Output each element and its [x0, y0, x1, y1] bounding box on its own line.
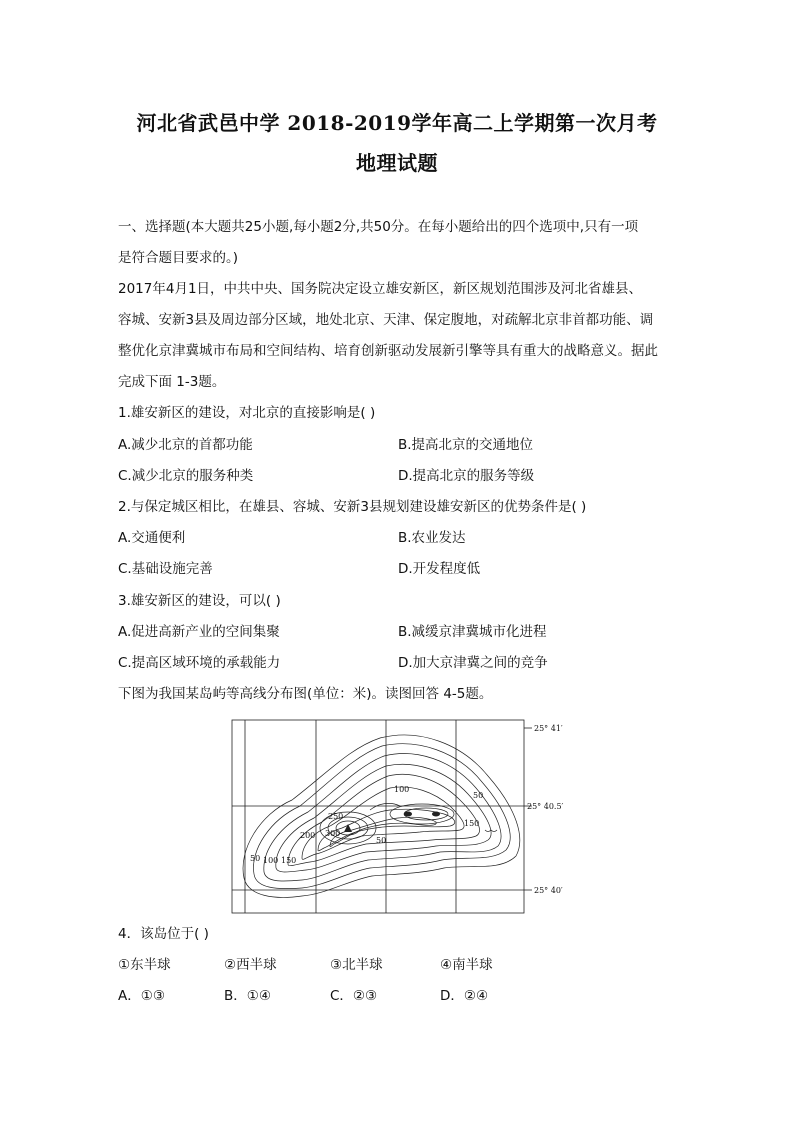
question-1-option-b: B.提高北京的交通地位 [398, 437, 534, 453]
question-1-option-d: D.提高北京的服务等级 [398, 468, 535, 484]
latitude-label-mid: 25° 40.5′ [527, 802, 564, 811]
contour-label-50-mid: 50 [376, 836, 387, 845]
exam-subtitle: 地理试题 [356, 151, 438, 175]
passage1-line1: 2017年4月1日，中共中央、国务院决定设立雄安新区，新区规划范围涉及河北省雄县、 [118, 281, 643, 297]
passage1-line3: 整优化京津冀城市布局和空间结构、培育创新驱动发展新引擎等具有重大的战略意义。据此 [118, 343, 658, 359]
exam-title: 河北省武邑中学 2018-2019学年高二上学期第一次月考 [136, 111, 658, 135]
question-4-choice-2: ②西半球 [224, 957, 277, 973]
contour-label-300: 300 [325, 829, 341, 838]
passage1-line2: 容城、安新3县及周边部分区域，地处北京、天津、保定腹地，对疏解北京非首都功能、调 [118, 312, 654, 328]
question-4-option-a: A．①③ [118, 988, 165, 1004]
question-3-option-c: C.提高区域环境的承载能力 [118, 655, 281, 671]
question-2-option-a: A.交通便利 [118, 530, 186, 546]
contour-label-50-left: 50 [250, 854, 261, 863]
contour-label-150-left: 150 [281, 856, 297, 865]
question-3-option-a: A.促进高新产业的空间集聚 [118, 624, 280, 640]
question-4-choice-3: ③北半球 [330, 957, 383, 973]
section-instructions-line2: 是符合题目要求的。) [118, 250, 239, 266]
contour-label-50-right: 50 [473, 791, 484, 800]
question-4-option-b: B．①④ [224, 988, 271, 1004]
question-4-stem: 4．该岛位于( ) [118, 926, 209, 942]
question-4-option-d: D．②④ [440, 988, 489, 1004]
question-1-option-c: C.减少北京的服务种类 [118, 468, 254, 484]
question-3-option-b: B.减缓京津冀城市化进程 [398, 624, 547, 640]
question-3-option-d: D.加大京津冀之间的竞争 [398, 655, 548, 671]
contour-lines [243, 735, 520, 897]
question-1-stem: 1.雄安新区的建设，对北京的直接影响是( ) [118, 405, 376, 421]
contour-label-150-right: 150 [464, 819, 480, 828]
peak-markers [344, 812, 440, 833]
question-2-option-c: C.基础设施完善 [118, 561, 213, 577]
peak-triangle [344, 824, 352, 832]
question-3-stem: 3.雄安新区的建设，可以( ) [118, 593, 281, 609]
question-4-option-c: C．②③ [330, 988, 378, 1004]
contour-label-100-top: 100 [394, 785, 410, 794]
question-1-option-a: A.减少北京的首都功能 [118, 437, 253, 453]
contour-label-200: 200 [300, 831, 316, 840]
contour-label-100-left: 100 [263, 856, 279, 865]
question-4-choice-1: ①东半球 [118, 957, 171, 973]
question-2-stem: 2.与保定城区相比，在雄县、容城、安新3县规划建设雄安新区的优势条件是( ) [118, 499, 587, 515]
latitude-label-bottom: 25° 40′ [534, 886, 563, 895]
section-instructions-line1: 一、选择题(本大题共25小题,每小题2分,共50分。在每小题给出的四个选项中,只有一项 [118, 219, 639, 235]
question-4-choice-4: ④南半球 [440, 957, 493, 973]
passage1-line4: 完成下面 1-3题。 [118, 374, 226, 390]
question-2-option-b: B.农业发达 [398, 530, 466, 546]
passage2: 下图为我国某岛屿等高线分布图(单位：米)。读图回答 4-5题。 [118, 686, 493, 702]
map-frame [232, 720, 524, 913]
contour-label-250: 250 [328, 812, 344, 821]
question-2-option-d: D.开发程度低 [398, 561, 481, 577]
latitude-label-top: 25° 41′ [534, 724, 563, 733]
contour-map [230, 718, 580, 916]
